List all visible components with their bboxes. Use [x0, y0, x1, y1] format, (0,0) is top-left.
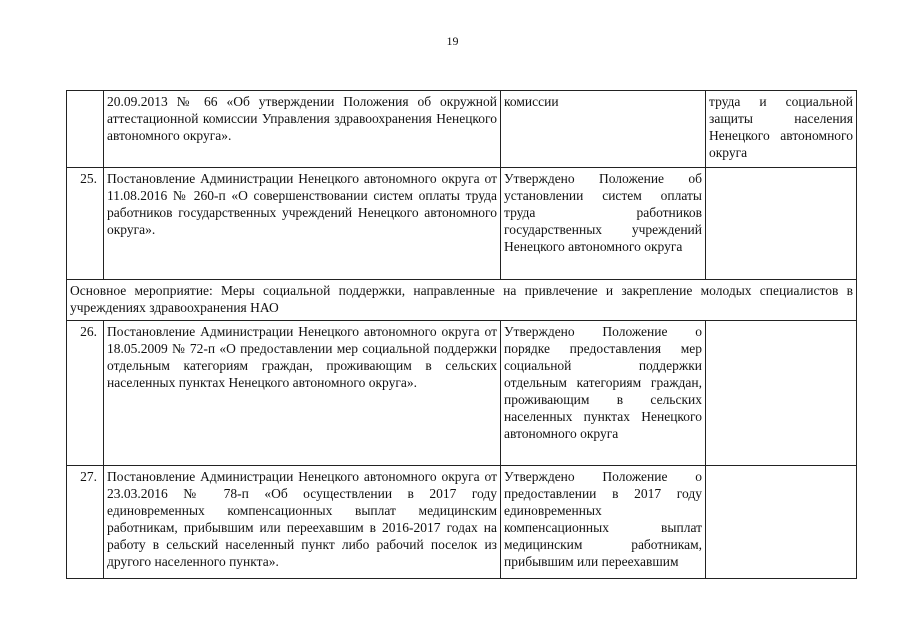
table-row [67, 91, 857, 168]
table-row [67, 466, 857, 579]
executor-cell [706, 466, 857, 579]
section-heading: Основное мероприятие: Меры социальной поддержки, направленные на привлечение и закрепление молодых специалистов в учреждениях здравоохранения НАО [67, 280, 857, 321]
result-cell: комиссии [501, 91, 706, 168]
result-cell: Утверждено Положение о порядке предоставления мер социальной поддержки отдельным категориям граждан, проживающим в сельских населенных пунктах Ненецкого автономного округа [501, 321, 706, 466]
executor-cell: труда и социальной защиты населения Ненецкого автономного округа [706, 91, 857, 168]
row-number [67, 91, 104, 168]
document-cell: Постановление Администрации Ненецкого автономного округа от 11.08.2016 № 260-п «О совершенствовании систем оплаты труда работников государственных учреждений Ненецкого автономного округа». [104, 168, 501, 280]
executor-cell [706, 168, 857, 280]
table-row [67, 168, 857, 280]
page-number: 19 [446, 34, 459, 48]
row-number: 27. [67, 466, 104, 579]
document-cell: Постановление Администрации Ненецкого автономного округа от 23.03.2016 № 78-п «Об осуществлении в 2017 году единовременных компенсационных выплат медицинским работникам, прибывшим или переехавшим в 2016-2017 годах на работу в сельский населенный пункт либо рабочий поселок из другого населенного пункта». [104, 466, 501, 579]
document-cell: 20.09.2013 № 66 «Об утверждении Положения об окружной аттестационной комиссии Управления здравоохранения Ненецкого автономного округа». [104, 91, 501, 168]
document-cell: Постановление Администрации Ненецкого автономного округа от 18.05.2009 № 72-п «О предоставлении мер социальной поддержки отдельным категориям граждан, проживающим в сельских населенных пунктах Ненецкого автономного округа». [104, 321, 501, 466]
measures-table [66, 90, 857, 579]
row-number: 25. [67, 168, 104, 280]
result-cell: Утверждено Положение о предоставлении в 2017 году единовременных компенсационных выплат медицинским работникам, прибывшим или переехавшим [501, 466, 706, 579]
section-row [67, 280, 857, 321]
row-number: 26. [67, 321, 104, 466]
executor-cell [706, 321, 857, 466]
result-cell: Утверждено Положение об установлении систем оплаты труда работников государственных учреждений Ненецкого автономного округа [501, 168, 706, 280]
table-row [67, 321, 857, 466]
